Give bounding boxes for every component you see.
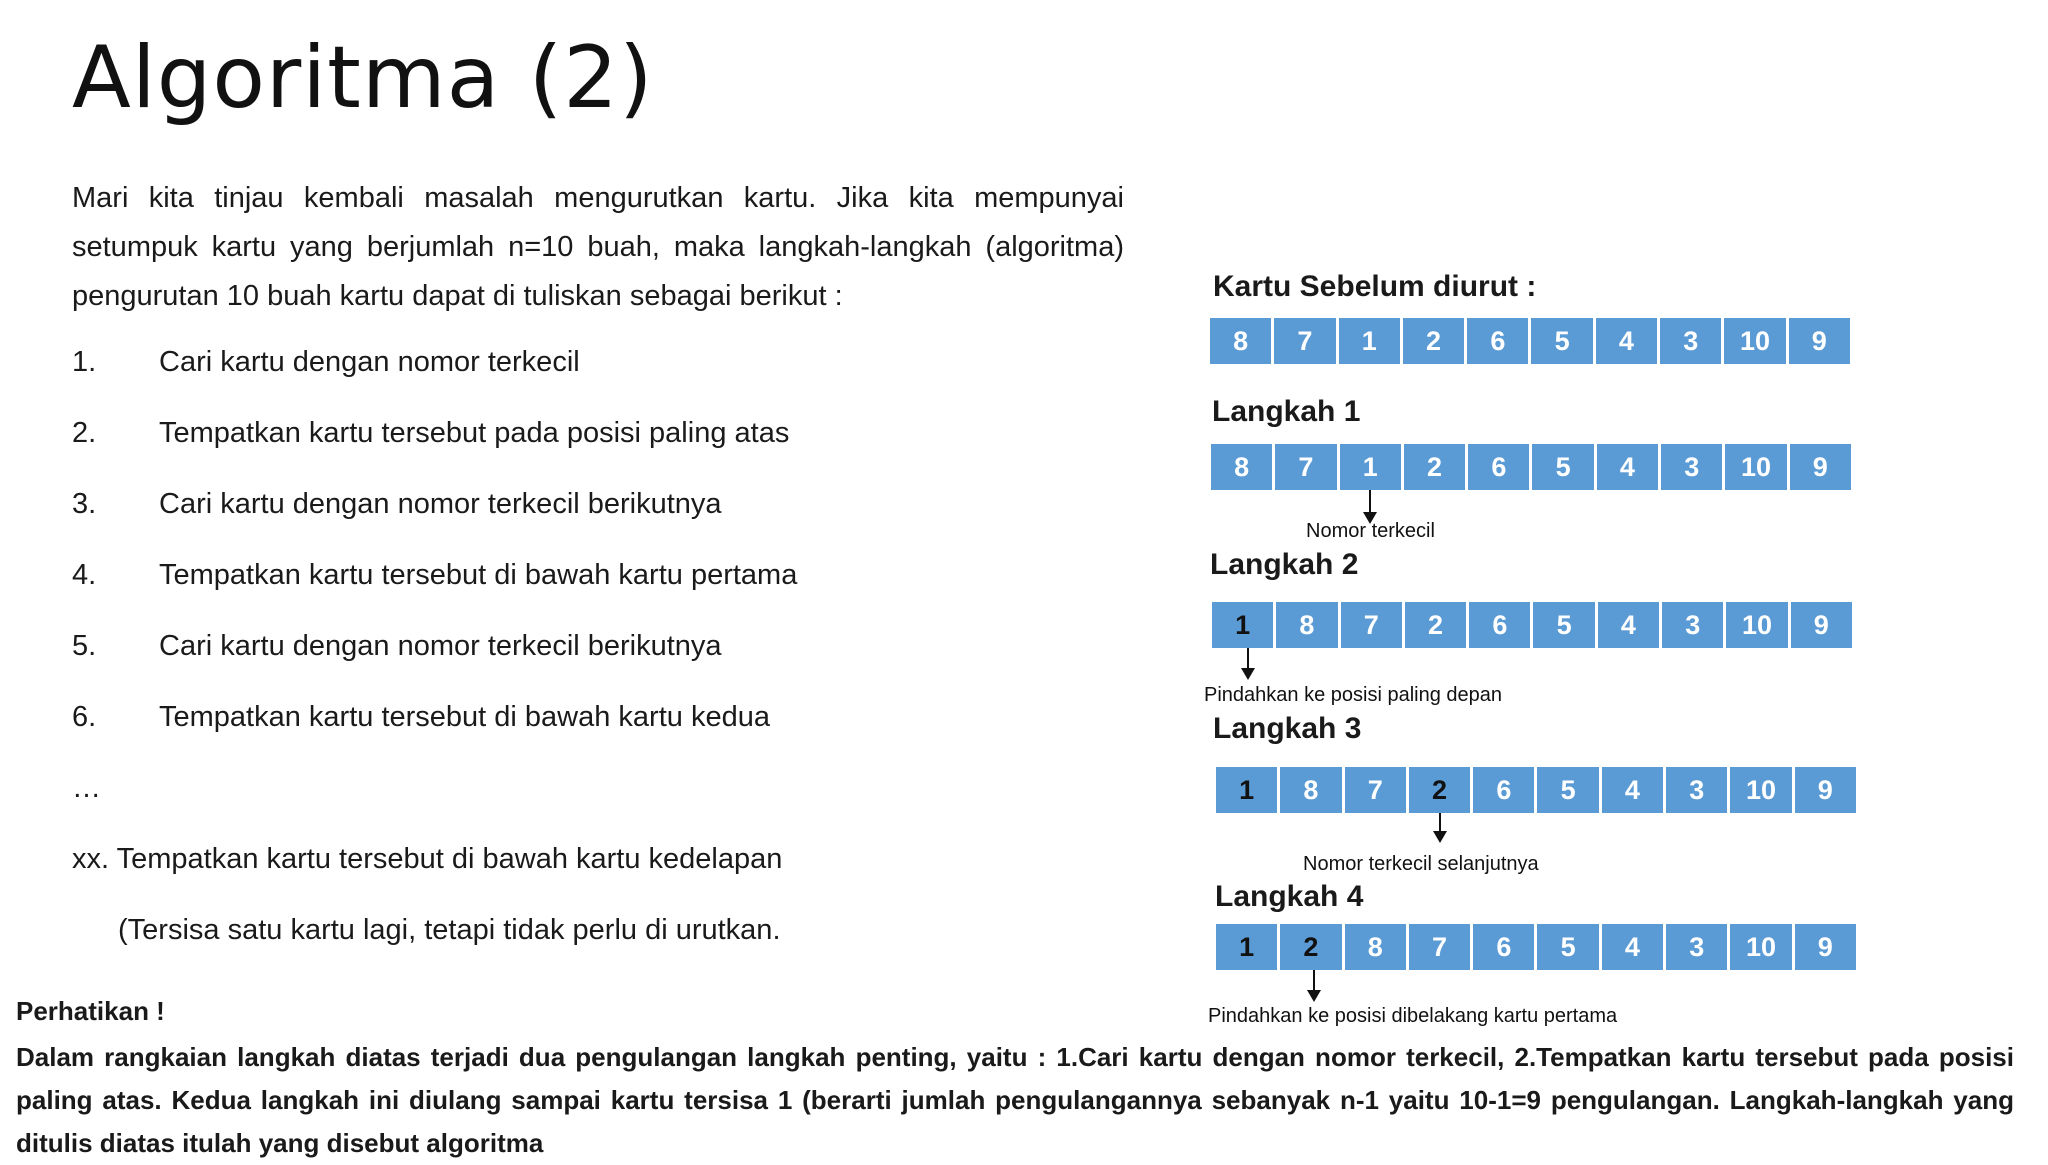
- step-number: 2.: [72, 417, 97, 449]
- ellipsis: …: [72, 772, 101, 804]
- step-text: Tempatkan kartu tersebut pada posisi paling atas: [159, 417, 790, 449]
- card: 1: [1339, 318, 1403, 364]
- step-text: Cari kartu dengan nomor terkecil berikutnya: [159, 630, 722, 662]
- card: 9: [1795, 767, 1856, 813]
- card: 8: [1211, 444, 1275, 490]
- intro-paragraph: Mari kita tinjau kembali masalah mengurutkan kartu. Jika kita mempunyai setumpuk kartu yang berjumlah n=10 buah, maka langkah-langkah (algoritma) pengurutan 10 buah kartu dapat di tuliskan sebagai berikut :: [72, 182, 1124, 312]
- step-number: 4.: [72, 559, 97, 591]
- step-2: [72, 417, 789, 450]
- card: 5: [1533, 602, 1597, 648]
- card-highlighted: 2: [1409, 767, 1473, 813]
- card: 1: [1340, 444, 1404, 490]
- step-xx: xx. Tempatkan kartu tersebut di bawah kartu kedelapan: [72, 843, 783, 875]
- step-4: [72, 559, 797, 592]
- card: 10: [1724, 318, 1788, 364]
- card: 4: [1597, 444, 1661, 490]
- card: 3: [1666, 924, 1730, 970]
- card-highlighted: 1: [1216, 924, 1280, 970]
- card: 2: [1405, 602, 1469, 648]
- langkah-1-note: Nomor terkecil: [1306, 520, 1435, 542]
- card: 7: [1275, 444, 1339, 490]
- card: 4: [1598, 602, 1662, 648]
- card-highlighted: 1: [1212, 602, 1276, 648]
- step-number: 1.: [72, 346, 97, 378]
- card: 9: [1795, 924, 1856, 970]
- card: 6: [1468, 444, 1532, 490]
- step-text: Tempatkan kartu tersebut di bawah kartu pertama: [159, 559, 798, 591]
- step-text: Tempatkan kartu tersebut di bawah kartu kedua: [159, 701, 770, 733]
- card: 7: [1409, 924, 1473, 970]
- card: 2: [1403, 318, 1467, 364]
- step-1: [72, 346, 580, 379]
- card-row-langkah-4: [1216, 924, 1856, 970]
- step-6: [72, 701, 770, 734]
- perhatian-title: Perhatikan !: [16, 996, 165, 1026]
- card: 7: [1341, 602, 1405, 648]
- card: 6: [1473, 924, 1537, 970]
- step-number: 3.: [72, 488, 97, 520]
- card: 9: [1790, 444, 1851, 490]
- card: 8: [1210, 318, 1274, 364]
- card: 4: [1602, 924, 1666, 970]
- card: 10: [1726, 602, 1790, 648]
- card: 9: [1791, 602, 1852, 648]
- card: 3: [1661, 444, 1725, 490]
- card: 7: [1345, 767, 1409, 813]
- card: 8: [1280, 767, 1344, 813]
- card: 2: [1404, 444, 1468, 490]
- down-arrow-icon: [1313, 970, 1315, 1000]
- card-row-langkah-3: [1216, 767, 1856, 813]
- down-arrow-icon: [1439, 813, 1441, 841]
- card-row-before: [1210, 318, 1850, 364]
- card: 4: [1596, 318, 1660, 364]
- langkah-3-title: Langkah 3: [1213, 712, 1362, 745]
- card-row-langkah-1: [1211, 444, 1851, 490]
- step-text: Cari kartu dengan nomor terkecil berikutnya: [159, 488, 722, 520]
- card: 8: [1276, 602, 1340, 648]
- card: 4: [1602, 767, 1666, 813]
- card: 3: [1662, 602, 1726, 648]
- step-xx-note: (Tersisa satu kartu lagi, tetapi tidak perlu di urutkan.: [118, 914, 781, 946]
- step-number: 5.: [72, 630, 97, 662]
- card: 3: [1660, 318, 1724, 364]
- card: 10: [1730, 767, 1794, 813]
- step-number: 6.: [72, 701, 97, 733]
- card: 10: [1725, 444, 1789, 490]
- card: 7: [1274, 318, 1338, 364]
- card: 5: [1532, 444, 1596, 490]
- card: 5: [1537, 767, 1601, 813]
- card-highlighted: 2: [1280, 924, 1344, 970]
- langkah-3-note: Nomor terkecil selanjutnya: [1303, 853, 1539, 875]
- card: 9: [1789, 318, 1850, 364]
- page-title: Algoritma (2): [72, 28, 654, 128]
- perhatian-body: Dalam rangkaian langkah diatas terjadi dua pengulangan langkah penting, yaitu : 1.Cari kartu dengan nomor terkecil, 2.Tempatkan kartu tersebut pada posisi paling atas. Kedua langkah ini diulang sampai kartu tersisa 1 (berarti jumlah pengulangannya sebanyak n-1 yaitu 10-1=9 pengulangan. Langkah-langkah yang ditulis diatas itulah yang disebut algoritma: [16, 1042, 2014, 1158]
- card-highlighted: 1: [1216, 767, 1280, 813]
- langkah-2-note: Pindahkan ke posisi paling depan: [1204, 684, 1502, 706]
- down-arrow-icon: [1369, 490, 1371, 522]
- card: 10: [1730, 924, 1794, 970]
- langkah-4-note: Pindahkan ke posisi dibelakang kartu pertama: [1208, 1005, 1618, 1027]
- before-title: Kartu Sebelum diurut :: [1213, 270, 1537, 303]
- card: 3: [1666, 767, 1730, 813]
- card: 5: [1537, 924, 1601, 970]
- step-3: [72, 488, 722, 521]
- langkah-1-title: Langkah 1: [1212, 395, 1361, 428]
- card: 6: [1467, 318, 1531, 364]
- langkah-2-title: Langkah 2: [1210, 548, 1359, 581]
- card-row-langkah-2: [1212, 602, 1852, 648]
- card: 6: [1473, 767, 1537, 813]
- card: 6: [1469, 602, 1533, 648]
- card: 5: [1531, 318, 1595, 364]
- step-text: Cari kartu dengan nomor terkecil: [159, 346, 580, 378]
- step-5: [72, 630, 722, 663]
- langkah-4-title: Langkah 4: [1215, 880, 1364, 913]
- card: 8: [1345, 924, 1409, 970]
- down-arrow-icon: [1247, 648, 1249, 678]
